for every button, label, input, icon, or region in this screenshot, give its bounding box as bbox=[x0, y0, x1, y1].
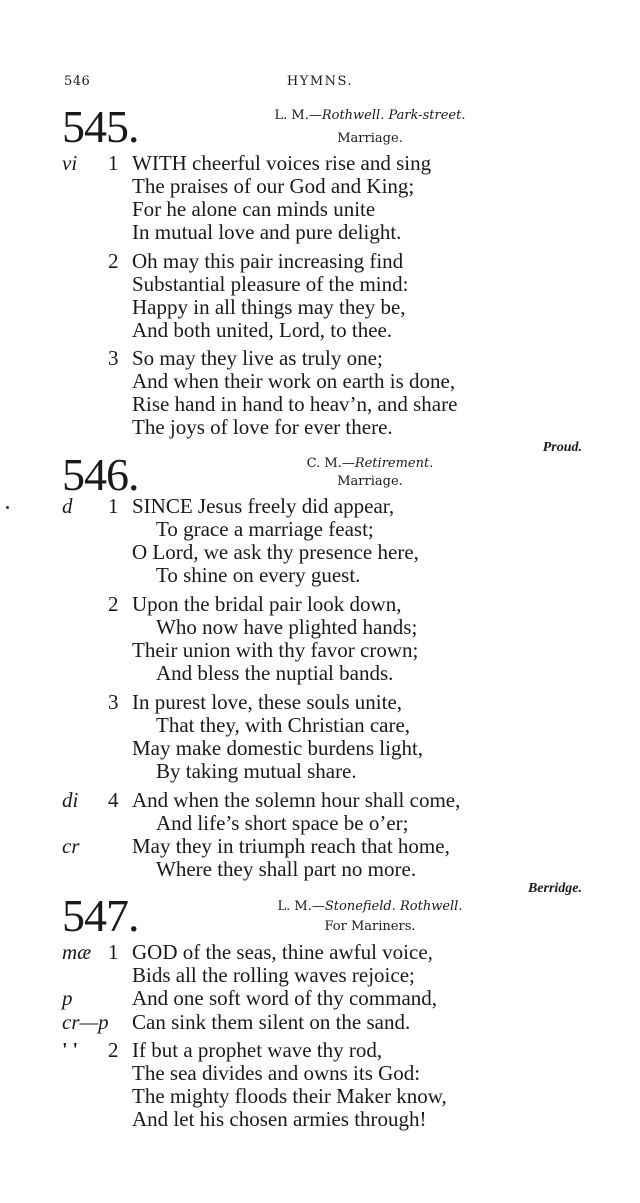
hymn-line: The mighty floods their Maker know, bbox=[132, 1084, 447, 1108]
hymn-subject: For Mariners. bbox=[324, 919, 416, 934]
hymn-number: 547. bbox=[62, 890, 139, 941]
hymn-line: To grace a marriage feast; bbox=[156, 517, 374, 541]
page-number: 546 bbox=[64, 74, 91, 89]
hymn-author: Proud. bbox=[542, 440, 582, 455]
dynamic-marking: ' ' bbox=[62, 1039, 79, 1061]
hymn-line: For he alone can minds unite bbox=[132, 197, 376, 221]
hymn-line: And let his chosen armies through! bbox=[132, 1107, 427, 1131]
hymn-line: Upon the bridal pair look down, bbox=[132, 592, 402, 616]
running-title: HYMNS. bbox=[286, 74, 354, 89]
hymn-line: Bids all the rolling waves rejoice; bbox=[132, 963, 415, 987]
stanza-number: 2 bbox=[108, 1038, 119, 1062]
hymn-line: Their union with thy favor crown; bbox=[132, 638, 419, 662]
hymn-line: And life’s short space be o’er; bbox=[156, 811, 409, 835]
hymn-line: May make domestic burdens light, bbox=[132, 736, 424, 760]
hymn-tunes: Rothwell. Park-street. bbox=[321, 108, 466, 123]
hymn-line: To shine on every guest. bbox=[156, 563, 361, 587]
dynamic-marking: di bbox=[62, 788, 79, 812]
hymn-line: And one soft word of thy command, bbox=[132, 986, 438, 1010]
hymn-line: So may they live as truly one; bbox=[132, 346, 383, 370]
hymn-number: 546. bbox=[62, 449, 139, 500]
margin-speck bbox=[6, 506, 9, 509]
hymn-line: SINCE Jesus freely did appear, bbox=[132, 494, 395, 518]
hymn-line: Where they shall part no more. bbox=[156, 857, 417, 881]
hymn-line: GOD of the seas, thine awful voice, bbox=[132, 940, 433, 964]
hymn-tunes: Retirement. bbox=[354, 456, 434, 471]
stanza-number: 2 bbox=[108, 592, 119, 616]
hymn-line: The joys of love for ever there. bbox=[132, 415, 393, 439]
hymn-meter: L. M.— bbox=[277, 899, 325, 914]
hymn-author: Berridge. bbox=[527, 881, 582, 896]
hymn-number: 545. bbox=[62, 101, 139, 152]
hymn-subject: Marriage. bbox=[337, 131, 403, 146]
dynamic-marking: cr bbox=[62, 834, 80, 858]
hymn-meter-tunes bbox=[150, 899, 590, 915]
hymn-line: The praises of our God and King; bbox=[132, 174, 415, 198]
hymn-line: That they, with Christian care, bbox=[156, 713, 411, 737]
hymn-meter: C. M.— bbox=[306, 456, 355, 471]
dynamic-marking: d bbox=[62, 494, 73, 518]
dynamic-marking: cr—p bbox=[62, 1010, 109, 1034]
hymn-meter-tunes bbox=[150, 108, 590, 124]
hymn-line: And both united, Lord, to thee. bbox=[132, 318, 393, 342]
hymn-line: And bless the nuptial bands. bbox=[156, 661, 394, 685]
hymn-line: If but a prophet wave thy rod, bbox=[132, 1038, 383, 1062]
hymn-line: In purest love, these souls unite, bbox=[132, 690, 403, 714]
hymn-line: By taking mutual share. bbox=[156, 759, 357, 783]
hymn-meter: L. M.— bbox=[274, 108, 322, 123]
stanza-number: 1 bbox=[108, 940, 119, 964]
hymn-line: May they in triumph reach that home, bbox=[132, 834, 450, 858]
hymn-line: In mutual love and pure delight. bbox=[132, 220, 402, 244]
dynamic-marking: mæ bbox=[62, 940, 92, 964]
hymn-line: Who now have plighted hands; bbox=[156, 615, 418, 639]
hymn-line: Rise hand in hand to heav’n, and share bbox=[132, 392, 458, 416]
hymn-line: WITH cheerful voices rise and sing bbox=[132, 151, 432, 175]
hymn-tunes: Stonefield. Rothwell. bbox=[324, 899, 463, 914]
hymn-meter-tunes bbox=[150, 456, 590, 472]
dynamic-marking: p bbox=[62, 986, 73, 1010]
dynamic-marking: vi bbox=[62, 151, 78, 175]
hymn-line: And when the solemn hour shall come, bbox=[132, 788, 461, 812]
hymn-line: Happy in all things may they be, bbox=[132, 295, 406, 319]
hymn-line: Substantial pleasure of the mind: bbox=[132, 272, 409, 296]
hymn-line: O Lord, we ask thy presence here, bbox=[132, 540, 419, 564]
stanza-number: 3 bbox=[108, 346, 119, 370]
hymn-line: And when their work on earth is done, bbox=[132, 369, 456, 393]
hymn-line: The sea divides and owns its God: bbox=[132, 1061, 421, 1085]
hymn-subject: Marriage. bbox=[337, 474, 403, 489]
stanza-number: 1 bbox=[108, 151, 119, 175]
stanza-number: 1 bbox=[108, 494, 119, 518]
hymn-line: Can sink them silent on the sand. bbox=[132, 1010, 411, 1034]
stanza-number: 4 bbox=[108, 788, 119, 812]
stanza-number: 2 bbox=[108, 249, 119, 273]
hymn-line: Oh may this pair increasing find bbox=[132, 249, 404, 273]
stanza-number: 3 bbox=[108, 690, 119, 714]
